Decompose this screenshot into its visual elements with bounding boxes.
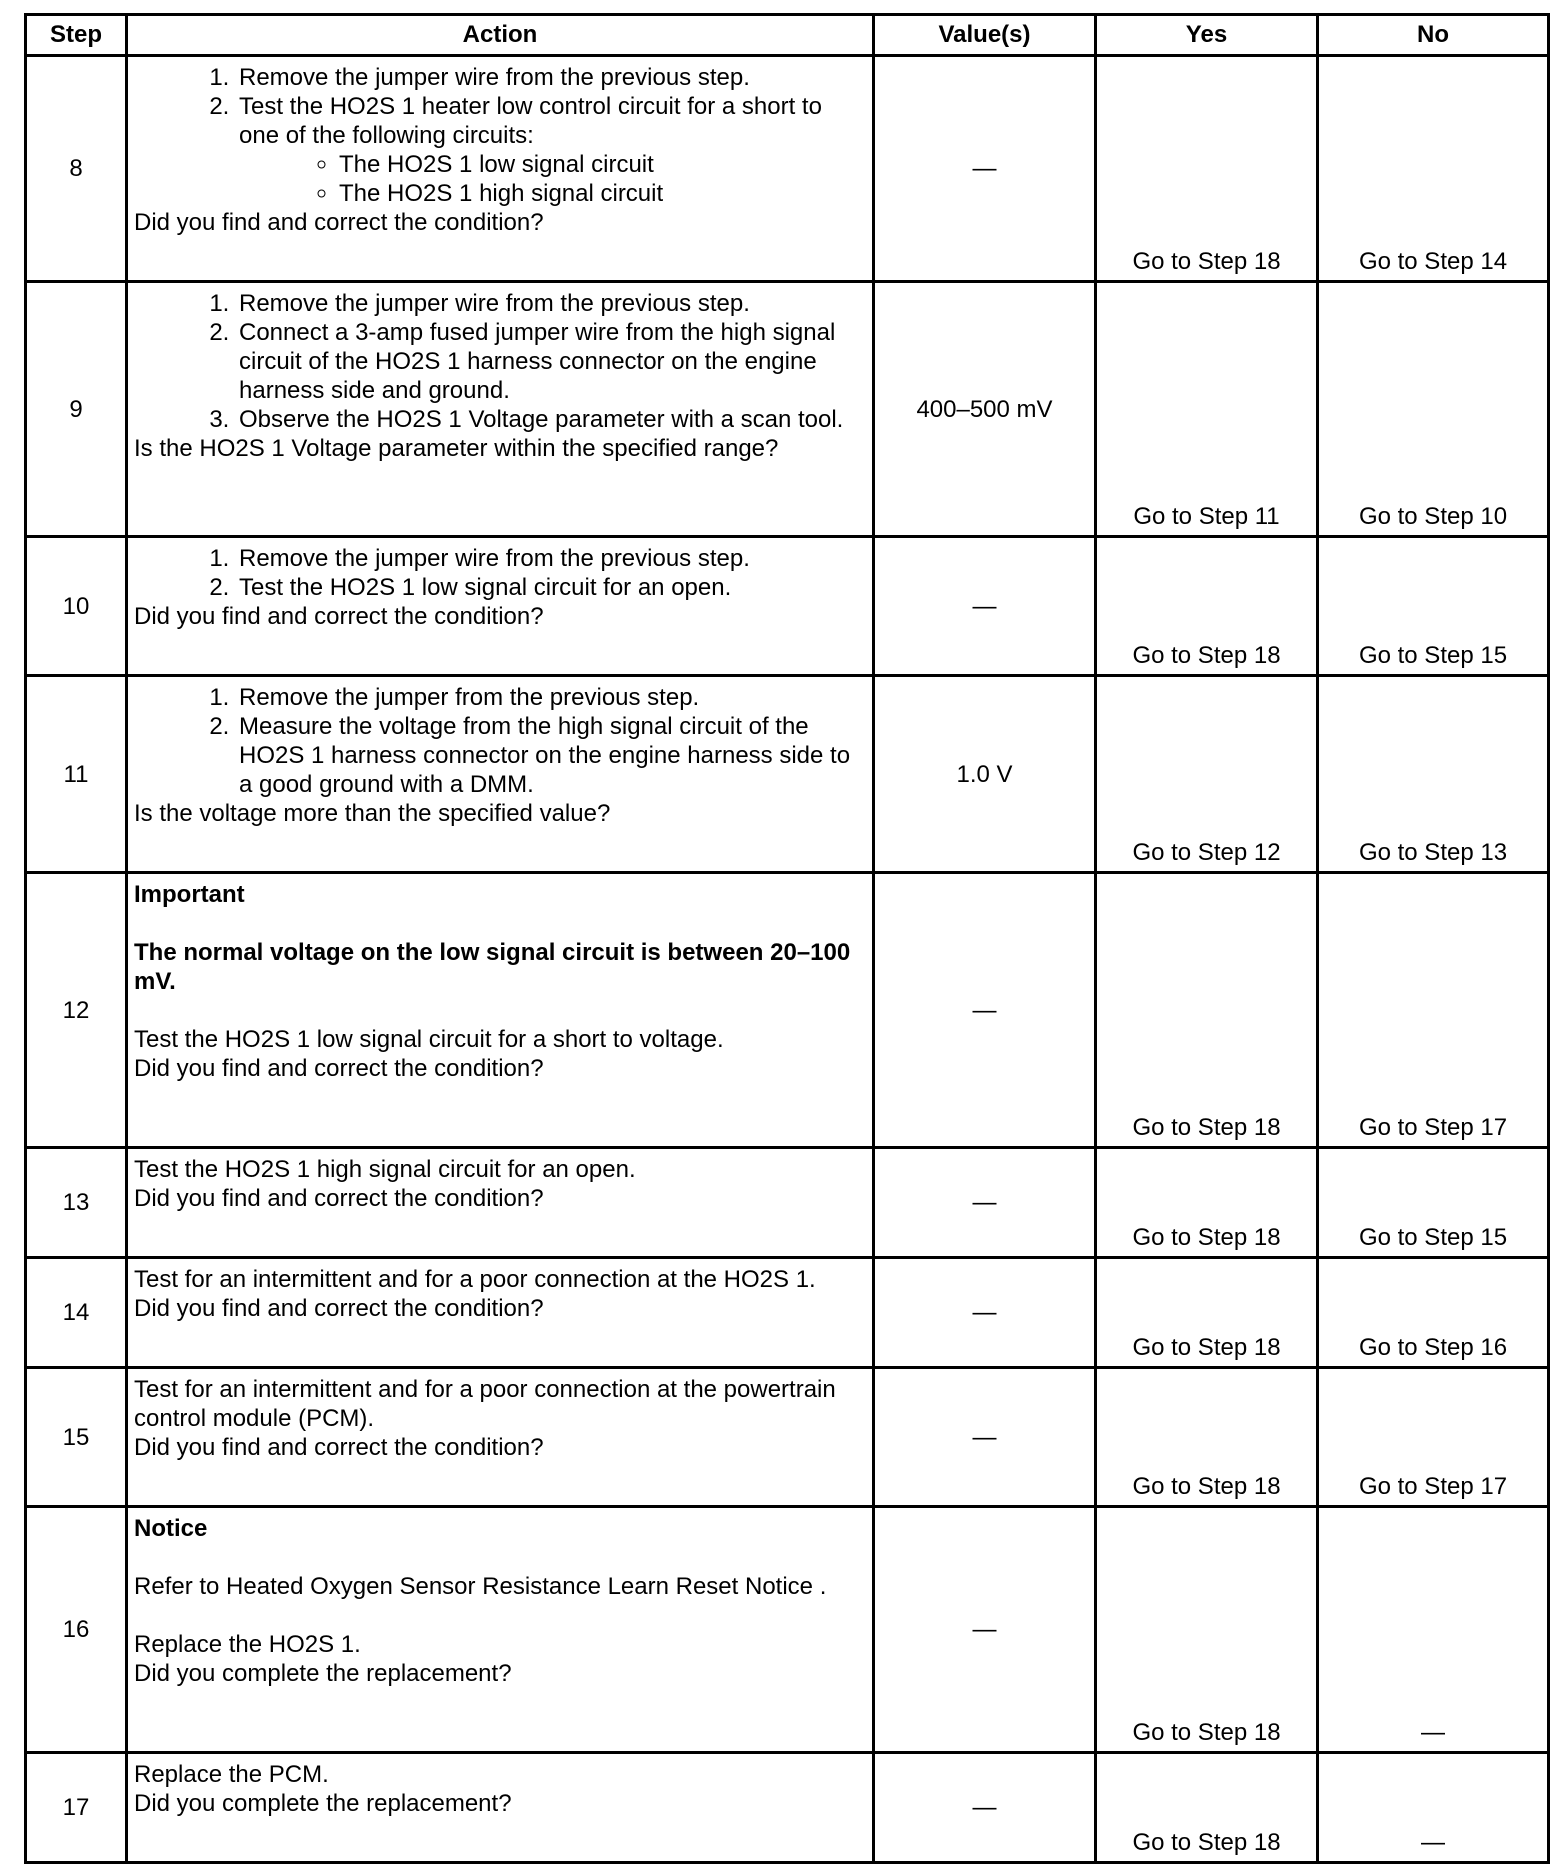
action-cell <box>127 676 874 873</box>
step-number: 15 <box>26 1368 127 1507</box>
action-cell <box>127 537 874 676</box>
action-cell <box>127 1507 874 1753</box>
diagnostic-table <box>24 13 1550 1864</box>
list-item: 2. Test the HO2S 1 low signal circuit for an open. <box>236 573 864 602</box>
important-note: The normal voltage on the low signal circuit is between 20–100 mV. <box>134 939 851 995</box>
question-text: Did you find and correct the condition? <box>134 1295 544 1322</box>
header-values: Value(s) <box>874 15 1096 56</box>
table-row <box>26 873 1549 1148</box>
question-text: Did you complete the replacement? <box>134 1790 512 1817</box>
question-text: Did you find and correct the condition? <box>134 603 544 630</box>
table-row <box>26 1368 1549 1507</box>
step-number: 9 <box>26 282 127 537</box>
header-yes: Yes <box>1096 15 1318 56</box>
value-cell: — <box>874 1507 1096 1753</box>
instruction-text: Replace the PCM. <box>134 1761 329 1788</box>
table-row <box>26 1258 1549 1368</box>
yes-cell: Go to Step 18 <box>1096 1507 1318 1753</box>
header-action: Action <box>127 15 874 56</box>
question-text: Is the HO2S 1 Voltage parameter within the specified range? <box>134 435 779 462</box>
yes-cell: Go to Step 18 <box>1096 1148 1318 1258</box>
value-cell: — <box>874 873 1096 1148</box>
action-cell <box>127 56 874 282</box>
list-item: 1. Remove the jumper from the previous step. <box>236 683 864 712</box>
question-text: Did you find and correct the condition? <box>134 209 544 236</box>
action-cell <box>127 1368 874 1507</box>
value-cell: — <box>874 1148 1096 1258</box>
list-item: 3. Observe the HO2S 1 Voltage parameter with a scan tool. <box>236 405 864 434</box>
step-number: 10 <box>26 537 127 676</box>
table-row <box>26 1148 1549 1258</box>
no-cell: Go to Step 13 <box>1318 676 1549 873</box>
notice-text: Refer to Heated Oxygen Sensor Resistance Learn Reset Notice . <box>134 1573 827 1600</box>
table-row <box>26 537 1549 676</box>
list-item: 2. Connect a 3-amp fused jumper wire from the high signal circuit of the HO2S 1 harness connector on the engine harness side and ground. <box>236 318 864 405</box>
table-row <box>26 56 1549 282</box>
list-item: 1. Remove the jumper wire from the previous step. <box>236 63 864 92</box>
value-cell: 400–500 mV <box>874 282 1096 537</box>
step-number: 13 <box>26 1148 127 1258</box>
value-cell: — <box>874 1258 1096 1368</box>
important-heading: Important <box>134 881 245 908</box>
question-text: Did you complete the replacement? <box>134 1660 512 1687</box>
table-row <box>26 1753 1549 1863</box>
no-cell: Go to Step 15 <box>1318 537 1549 676</box>
yes-cell: Go to Step 18 <box>1096 873 1318 1148</box>
value-cell: 1.0 V <box>874 676 1096 873</box>
yes-cell: Go to Step 18 <box>1096 1753 1318 1863</box>
table-row <box>26 282 1549 537</box>
header-no: No <box>1318 15 1549 56</box>
list-item <box>236 92 864 208</box>
sub-list <box>239 150 864 208</box>
value-cell: — <box>874 56 1096 282</box>
action-cell <box>127 282 874 537</box>
value-cell: — <box>874 1368 1096 1507</box>
notice-heading: Notice <box>134 1515 208 1542</box>
action-cell <box>127 1148 874 1258</box>
list-item: 1. Remove the jumper wire from the previous step. <box>236 544 864 573</box>
no-cell: — <box>1318 1753 1549 1863</box>
no-cell: Go to Step 10 <box>1318 282 1549 537</box>
no-cell: Go to Step 16 <box>1318 1258 1549 1368</box>
sub-item: ◦ The HO2S 1 low signal circuit <box>339 150 864 179</box>
action-list <box>134 544 864 602</box>
step-number: 16 <box>26 1507 127 1753</box>
step-number: 8 <box>26 56 127 282</box>
yes-cell: Go to Step 18 <box>1096 1368 1318 1507</box>
table-row <box>26 676 1549 873</box>
header-step: Step <box>26 15 127 56</box>
action-list <box>134 63 864 208</box>
action-list <box>134 289 864 434</box>
no-cell: Go to Step 14 <box>1318 56 1549 282</box>
instruction-text: Test for an intermittent and for a poor connection at the HO2S 1. <box>134 1266 816 1293</box>
instruction-text: Replace the HO2S 1. <box>134 1631 361 1658</box>
question-text: Is the voltage more than the specified value? <box>134 800 611 827</box>
action-cell <box>127 1258 874 1368</box>
step-number: 14 <box>26 1258 127 1368</box>
value-cell: — <box>874 1753 1096 1863</box>
yes-cell: Go to Step 12 <box>1096 676 1318 873</box>
sub-item: ◦ The HO2S 1 high signal circuit <box>339 179 864 208</box>
no-cell: Go to Step 15 <box>1318 1148 1549 1258</box>
instruction-text: Test the HO2S 1 high signal circuit for an open. <box>134 1156 636 1183</box>
table-row <box>26 1507 1549 1753</box>
question-text: Did you find and correct the condition? <box>134 1185 544 1212</box>
question-text: Did you find and correct the condition? <box>134 1434 544 1461</box>
value-cell: — <box>874 537 1096 676</box>
action-list <box>134 683 864 799</box>
list-item-text: Test the HO2S 1 heater low control circuit for a short to one of the following circuits: <box>239 93 822 149</box>
list-item: 2. Measure the voltage from the high signal circuit of the HO2S 1 harness connector on the engine harness side to a good ground with a DMM. <box>236 712 864 799</box>
yes-cell: Go to Step 18 <box>1096 1258 1318 1368</box>
header-row <box>26 15 1549 56</box>
no-cell: Go to Step 17 <box>1318 873 1549 1148</box>
action-cell <box>127 1753 874 1863</box>
step-number: 17 <box>26 1753 127 1863</box>
yes-cell: Go to Step 11 <box>1096 282 1318 537</box>
yes-cell: Go to Step 18 <box>1096 56 1318 282</box>
list-item: 1. Remove the jumper wire from the previous step. <box>236 289 864 318</box>
action-cell <box>127 873 874 1148</box>
step-number: 11 <box>26 676 127 873</box>
question-text: Did you find and correct the condition? <box>134 1055 544 1082</box>
yes-cell: Go to Step 18 <box>1096 537 1318 676</box>
instruction-text: Test the HO2S 1 low signal circuit for a short to voltage. <box>134 1026 724 1053</box>
step-number: 12 <box>26 873 127 1148</box>
no-cell: Go to Step 17 <box>1318 1368 1549 1507</box>
instruction-text: Test for an intermittent and for a poor connection at the powertrain control module (PCM). <box>134 1376 836 1432</box>
no-cell: — <box>1318 1507 1549 1753</box>
